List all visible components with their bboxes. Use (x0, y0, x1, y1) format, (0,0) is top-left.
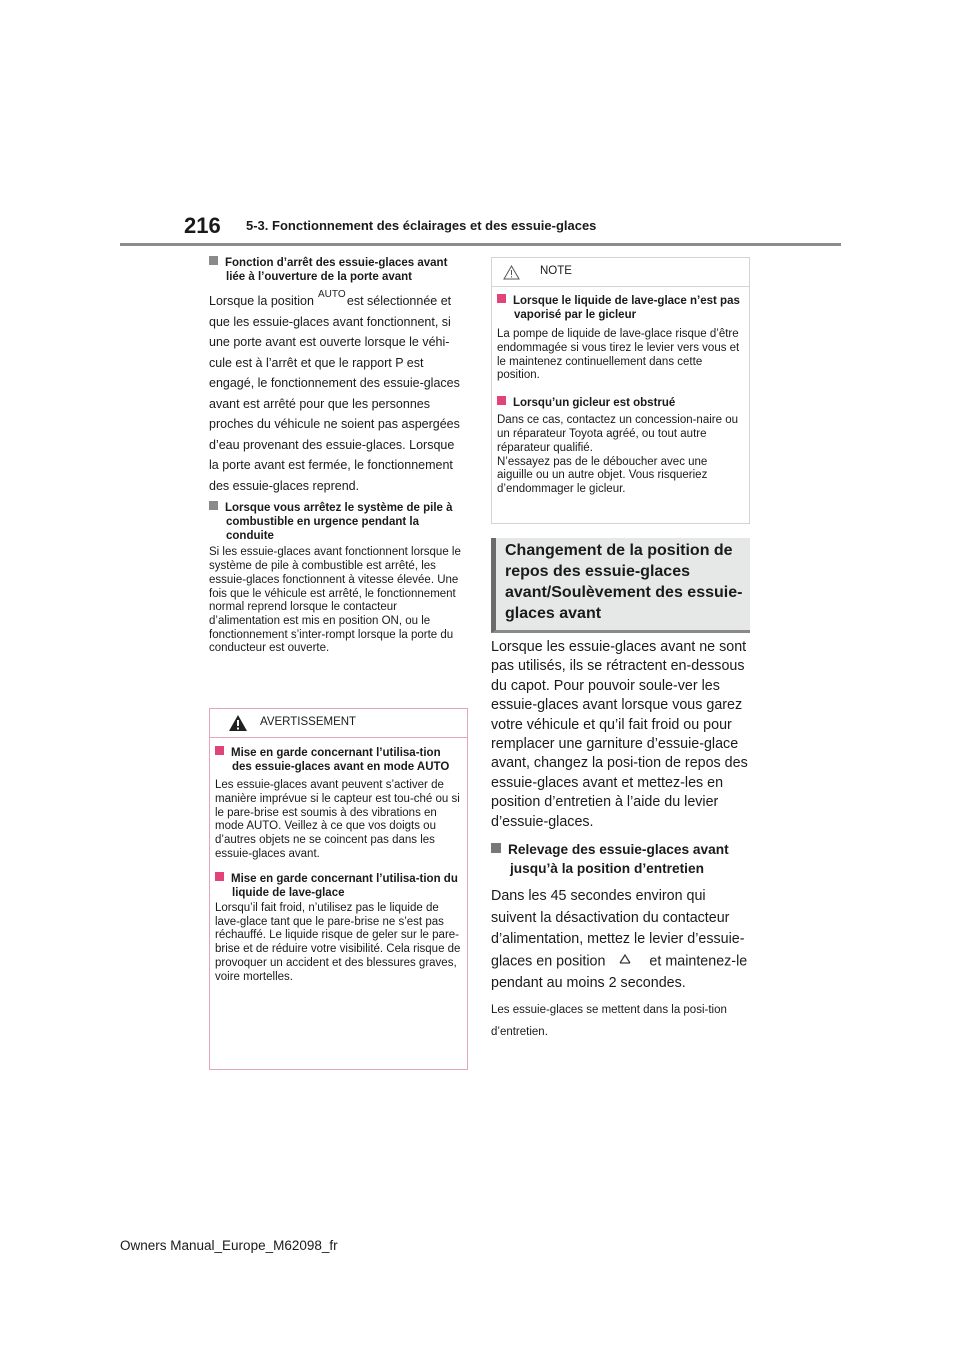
note-label: NOTE (540, 265, 572, 277)
section-intro: Lorsque les essuie-glaces avant ne sont pas utilisés, ils se rétractent en-dessous du capot. Pour pouvoir soule-ver les essuie-glaces avant lorsque vous garez votre véhicule et qu’il fait froid ou pour remplacer une garniture d’essuie-glace avant, changez la posi-tion de repos des essuie-glaces avant et mettez-les en position d’entretien à l’aide du levier d’essuie-glaces. (491, 639, 748, 830)
warning-2-heading: Mise en garde concernant l’utilisa-tion du liquide de lave-glace (215, 872, 462, 900)
note-1-heading: Lorsque le liquide de lave-glace n’est pas vaporisé par le gicleur (497, 294, 744, 322)
warning-header (210, 709, 467, 738)
square-bullet-icon (215, 746, 224, 755)
warning-box (209, 708, 468, 1070)
wiper-lever-up-icon (619, 951, 631, 973)
note-1-body: La pompe de liquide de lave-glace risque d’être endommagée si vous tirez le levier vers vous et le maintenez continuellement dans cette position. (497, 328, 740, 382)
left-section-1-body: Lorsque la position AUTO est sélectionnée et que les essuie-glaces avant fonctionnent, si une porte avant est ouverte lorsque le véhi-cule est à l’arrêt et que le rapport P est engagé, le fonctionnement des essuie-glaces avant est arrêté pour que les personnes proches du véhicule ne soient pas aspergées d’eau provenant des essuie-glaces. Lorsque la porte avant est fermée, le fonctionnement des essuie-glaces reprend. (209, 291, 467, 496)
section-step: Dans les 45 secondes environ qui suivent la désactivation du contacteur d’alimentation, mettez le levier d’essuie-glaces en position et maintenez-le pendant au moins 2 secondes. (491, 888, 748, 991)
warning-1-body: Les essuie-glaces avant peuvent s’activer de manière imprévue si le capteur est tou-ché ou si le pare-brise est soumis à des vibrations en mode AUTO. Veillez à ce que vos doigts ou d’autres objets ne se coincent pas dans les essuie-glaces avant. (215, 779, 460, 860)
note-header (492, 258, 749, 287)
section-title-box (491, 538, 750, 633)
page-number: 216 (184, 213, 221, 238)
right-column-text (491, 638, 751, 1043)
caution-triangle-icon (503, 265, 520, 280)
left-section-1-heading: Fonction d’arrêt des essuie-glaces avant liée à l’ouverture de la porte avant (209, 256, 467, 284)
svg-text:AUTO: AUTO (318, 289, 347, 301)
square-bullet-icon (209, 501, 218, 510)
left-section-2-heading: Lorsque vous arrêtez le système de pile à combustible en urgence pendant la conduite (209, 501, 467, 543)
note-2-body-2: N’essayez pas de le déboucher avec une aiguille ou un autre objet. Vous risqueriez d’endommager le gicleur. (497, 455, 708, 496)
square-bullet-icon (497, 396, 506, 405)
auto-wiper-symbol-icon (318, 285, 347, 306)
left-column (209, 256, 467, 656)
section-title: Changement de la position de repos des essuie-glaces avant/Soulèvement des essuie-glaces avant (505, 542, 743, 622)
section-sub-heading: Relevage des essuie-glaces avant jusqu’à la position d’entretien (491, 840, 751, 878)
note-box (491, 257, 750, 524)
square-bullet-icon (497, 294, 506, 303)
section-result: Les essuie-glaces se mettent dans la posi-tion d’entretien. (491, 1004, 727, 1039)
left-section-2-body: Si les essuie-glaces avant fonctionnent lorsque le système de pile à combustible est arrêté, les essuie-glaces fonctionnent à vitesse élevée. Une fois que le véhicule est arrêté, le fonctionnement normal reprend lorsque le contacteur d’alimentation est mis en position ON, ou le fonctionnement s’inter-rompt lorsque la porte du conducteur est ouverte. (209, 546, 461, 655)
warning-label: AVERTISSEMENT (260, 716, 357, 728)
header-title: 5-3. Fonctionnement des éclairages et des essuie-glaces (246, 218, 597, 233)
note-2-body-1: Dans ce cas, contactez un concession-naire ou un réparateur Toyota agréé, ou tout autre réparateur qualifié. (497, 414, 738, 454)
warning-2-body: Lorsqu’il fait froid, n’utilisez pas le liquide de lave-glace tant que le pare-brise ne s’est pas réchauffé. Le liquide risque de geler sur le pare-brise et de réduire votre visibilité. Cela risque de provoquer un accident et des blessures graves, voire mortelles. (215, 901, 461, 983)
header-rule (120, 243, 841, 246)
warning-1-heading: Mise en garde concernant l’utilisa-tion des essuie-glaces avant en mode AUTO (215, 746, 462, 774)
square-bullet-icon (209, 256, 218, 265)
warning-triangle-icon (228, 714, 248, 732)
square-bullet-icon (215, 872, 224, 881)
square-bullet-icon (491, 843, 501, 853)
footer-text: Owners Manual_Europe_M62098_fr (120, 1238, 338, 1253)
note-2-heading: Lorsqu’un gicleur est obstrué (497, 396, 744, 410)
